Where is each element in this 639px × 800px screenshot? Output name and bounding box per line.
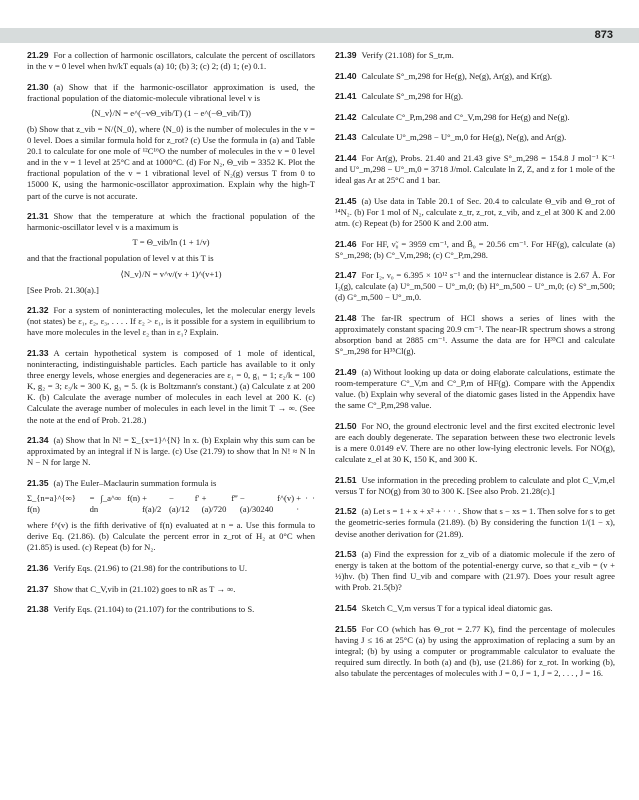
problem-21-44	[335, 153, 615, 186]
problem-number: 21.43	[335, 132, 357, 143]
problem-21-43	[335, 132, 615, 143]
problem-text: Calculate S°_m,298 for He(g), Ne(g), Ar(g), and Kr(g).	[361, 70, 553, 81]
eq-term: − f^(v)(a)/30240	[239, 493, 295, 515]
problem-21-29	[27, 50, 315, 72]
problem-number: 21.46	[335, 238, 357, 249]
problem-number: 21.48	[335, 313, 357, 323]
problem-21-39	[335, 50, 615, 61]
problem-21-32	[27, 305, 315, 338]
problem-number: 21.29	[27, 50, 49, 60]
equation: ⟨N_v⟩/N = e^(−vΘ_vib/T) (1 − e^(−Θ_vib/T))	[91, 107, 251, 118]
problem-21-49	[335, 367, 615, 411]
problem-text: Show that the temperature at which the fractional population of the harmonic-oscillator level v is a maximum is	[27, 211, 315, 233]
problem-text: Calculate U°_m,298 − U°_m,0 for He(g), Ne(g), and Ar(g).	[361, 132, 567, 143]
problem-text: The far-IR spectrum of HCl shows a series of lines with the approximately constant spacing 20.9 cm⁻¹. The near-IR spectrum shows a strong absorption band at 2885 cm⁻¹. Assume the data are for H³⁵Cl and calculate S°_m,298 for H³⁵Cl(g).	[335, 313, 615, 357]
right-column	[335, 50, 615, 683]
problem-text: (b) Show that z_vib = N/⟨N_0⟩, where ⟨N_0⟩ is the number of molecules in the v = 0 level. Does a similar formula hold for z_rot? (c) Use the formula in (a) and Table 20.1 to calculate for one mole of ¹²C¹⁶O the number of molecules in the v = 0 level and in the v = 1 level at 25°C and at 1000°C. (d) For N₂, Θ_vib = 3352 K. Plot the fractional population of the v = 1 vibrational level of N₂(g) versus T from 0 to 15000 K, using the harmonic-oscillator approximation. Explain why the high-T part of the curve is not accurate.	[27, 123, 315, 201]
problem-text: Sketch C_V,m versus T for a typical ideal diatomic gas.	[361, 602, 553, 613]
problem-21-45	[335, 196, 615, 229]
problem-number: 21.32	[27, 305, 49, 316]
problem-number: 21.55	[335, 623, 357, 634]
problem-text: Verify (21.108) for S_tr,m.	[361, 50, 454, 60]
problem-21-55	[335, 624, 615, 679]
problem-number: 21.54	[335, 602, 357, 613]
eq-term: + · · ·	[296, 493, 315, 515]
problem-text: Use information in the preceding problem to calculate and plot C_V,m,el versus T for NO(g) from 30 to 300 K. [See also Prob. 21.28(c).]	[335, 474, 615, 496]
problem-21-34	[27, 435, 315, 468]
problem-number: 21.30	[27, 81, 49, 92]
problem-21-41	[335, 91, 615, 102]
problem-text: Verify Eqs. (21.96) to (21.98) for the contributions to U.	[53, 562, 248, 573]
problem-21-40	[335, 71, 615, 82]
equation: ⟨N_v⟩/N = v^v/(v + 1)^(v+1)	[120, 268, 222, 279]
problem-number: 21.41	[335, 91, 357, 102]
problem-text: Show that C_V,vib in (21.102) goes to nR as T → ∞.	[53, 583, 236, 594]
page-number: 873	[594, 29, 613, 41]
eq-term: − f′(a)/12	[168, 493, 200, 515]
problem-text: and that the fractional population of level v at this T is	[27, 253, 214, 264]
problem-21-53	[335, 549, 615, 593]
problem-21-48	[335, 313, 615, 357]
problem-number: 21.53	[335, 549, 357, 560]
problem-text: For Ar(g), Probs. 21.40 and 21.43 give S°_m,298 = 154.8 J mol⁻¹ K⁻¹ and U°_m,298 − U°_m,0 = 3718 J/mol. Calculate ln Z, Z, and z for 1 mole of the ideal gas Ar at 25°C and 1 bar.	[335, 152, 615, 186]
problem-text: (a) Find the expression for z_vib of a diatomic molecule if the zero of energy is taken at the bottom of the potential-energy curve, so that ε_vib = (v + ½)hν. (b) Then find U_vib and compare with (21.97). Does your result agree with Prob. 21.5(b)?	[335, 549, 615, 593]
problem-text: Calculate S°_m,298 for H(g).	[361, 91, 464, 102]
problem-number: 21.34	[27, 435, 49, 446]
problem-number: 21.33	[27, 347, 49, 358]
problem-number: 21.51	[335, 474, 357, 485]
problem-number: 21.49	[335, 366, 357, 377]
problem-text: (a) Show that ln N! = Σ_{x=1}^{N} ln x. (b) Explain why this sum can be approximated by an integral if N is large. (c) Use (21.79) to show that ln N! ≈ N ln N − N for large N.	[27, 435, 315, 468]
problem-text: For a collection of harmonic oscillators, calculate the percent of oscillators in the v = 0 level when hν/kT equals (a) 10; (b) 3; (c) 2; (d) 1; (e) 0.1.	[27, 50, 315, 72]
equation: T = Θ_vib/ln (1 + 1/v)	[132, 237, 210, 248]
problem-number: 21.39	[335, 50, 357, 60]
problem-number: 21.40	[335, 70, 357, 81]
problem-text: Calculate C°_P,m,298 and C°_V,m,298 for He(g) and Ne(g).	[361, 111, 570, 122]
problem-text: where f^(v) is the fifth derivative of f(n) evaluated at n = a. Use this formula to derive Eq. (21.86). (b) Calculate the percent error in z_rot of H₂ at 0°C when (21.85) is used. (c) Repeat (b) for N₂.	[27, 520, 315, 553]
problem-text: (a) Use data in Table 20.1 of Sec. 20.4 to calculate Θ_vib and Θ_rot of ¹⁴N₂. (b) For 1 mol of N₂, calculate z_tr, z_rot, z_vib, and z_el at 300 K and 2.00 atm. (c) Repeat (b) for 2500 K and 2.00 atm.	[335, 195, 615, 228]
problem-text: For a system of noninteracting molecules, let the molecular energy levels (not states) be ε₁, ε₂, ε₃, . . . . If ε₂ > ε₁, is it possible for a system in equilibrium to have more molecules in the level ε₂ than in ε₁? Explain.	[27, 305, 315, 338]
euler-maclaurin-equation	[27, 493, 315, 515]
problem-number: 21.52	[335, 506, 357, 517]
problem-number: 21.47	[335, 270, 357, 281]
problem-text: [See Prob. 21.30(a).]	[27, 284, 99, 295]
problem-text: A certain hypothetical system is composed of 1 mole of identical, noninteracting, indistinguishable particles. Each particle has available to it only three energy levels, whose energies and degeneracies are ε₁ = 0, g₁ = 1; ε₂/k = 100 K, g₂ = 3; ε₃/k = 300 K, g₃ = 5. (k is Boltzmann's constant.) (a) Calculate z at 200 K. (b) Calculate the average number of molecules in each level at 200 K. (c) Calculate the average number of molecules in each level in the limit T → ∞. (See the note at the end of Prob. 21.28.)	[27, 347, 315, 425]
problem-number: 21.44	[335, 152, 357, 163]
problem-text: (a) Let s = 1 + x + x² + · · · . Show that s − xs = 1. Then solve for s to get the geometric-series formula (21.89). (b) By considering the function 1/(1 − x), devise another derivation for (21.89).	[335, 506, 615, 539]
problem-number: 21.37	[27, 583, 49, 594]
problem-21-30	[27, 82, 315, 104]
eq-term: + f‴(a)/720	[201, 493, 238, 515]
problem-21-54	[335, 603, 615, 614]
problem-text: For CO (which has Θ_rot = 2.77 K), find the percentage of molecules having J ≤ 16 at 25°C (a) by using the approximation of replacing a sum by an integral; (b) by using a computer or programmable calculator to evaluate the required sum directly. In both (a) and (b), use (21.86) for z_rot. In working (b), also tabulate the percentages of molecules with J = 0, J = 1, J = 2, . . . , J = 16.	[335, 623, 615, 678]
problem-number: 21.35	[27, 477, 49, 488]
eq-integral: = ∫_a^∞ f(n) dn	[89, 493, 141, 515]
problem-text: For I₂, ν₀ = 6.395 × 10¹² s⁻¹ and the internuclear distance is 2.67 Å. For I₂(g), calculate (a) U°_m,500 − U°_m,0; (b) H°_m,500 − U°_m,0; (c) S°_m,500; (d) G°_m,500 − U°_m,0.	[335, 270, 615, 303]
problem-number: 21.38	[27, 604, 49, 615]
problem-21-33	[27, 348, 315, 426]
problem-21-51	[335, 475, 615, 497]
problem-21-38	[27, 604, 315, 615]
eq-term: + f(a)/2	[142, 493, 162, 515]
problem-21-47	[335, 270, 615, 303]
problem-number: 21.36	[27, 562, 49, 573]
eq-sum: Σ_{n=a}^{∞} f(n)	[27, 493, 76, 515]
problem-21-31	[27, 211, 315, 233]
left-column	[27, 50, 315, 619]
problem-text: For HF, ν̃₀ = 3959 cm⁻¹, and B̃₀ = 20.56 cm⁻¹. For HF(g), calculate (a) S°_m,298; (b) C°_V,m,298; (c) C°_P,m,298.	[335, 238, 615, 260]
problem-21-52	[335, 506, 615, 539]
problem-text: For NO, the ground electronic level and the first excited electronic level are each doubly degenerate. The separation between these two electronic levels is a mere 0.0149 eV. There are no other low-lying electronic levels. For NO(g), calculate z_el at 30 K, 150 K, and 300 K.	[335, 420, 615, 465]
page-header-bar	[0, 28, 639, 43]
problem-21-46	[335, 239, 615, 261]
problem-21-50	[335, 421, 615, 465]
problem-number: 21.31	[27, 211, 49, 222]
problem-21-36	[27, 563, 315, 574]
problem-text: (a) Show that if the harmonic-oscillator approximation is used, the fractional population of the diatomic-molecule vibrational level v is	[27, 81, 315, 103]
problem-21-42	[335, 112, 615, 123]
problem-21-35	[27, 478, 315, 489]
problem-number: 21.50	[335, 420, 357, 431]
problem-text: Verify Eqs. (21.104) to (21.107) for the contributions to S.	[53, 604, 255, 615]
problem-number: 21.45	[335, 195, 357, 206]
problem-21-37	[27, 584, 315, 595]
problem-number: 21.42	[335, 111, 357, 122]
problem-text: (a) The Euler–Maclaurin summation formula is	[53, 477, 217, 488]
problem-text: (a) Without looking up data or doing elaborate calculations, estimate the room-temperature C°_V,m and C°_P,m of HF(g). Compare with the Appendix value. (b) Explain why several of the diatomic gases listed in the Appendix have the same C°_P,m,298 value.	[335, 366, 615, 411]
